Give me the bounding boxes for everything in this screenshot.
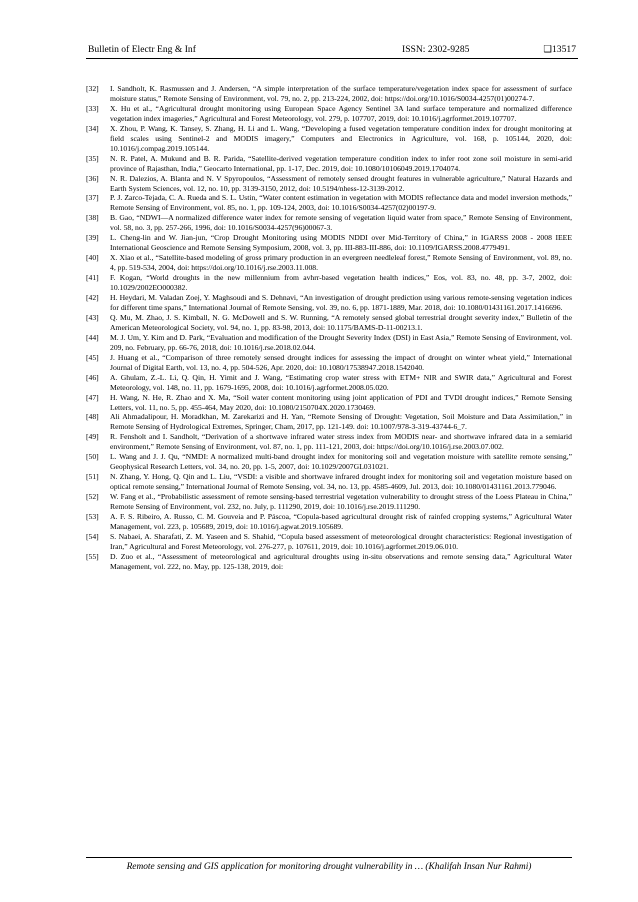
- reference-text: R. Fensholt and I. Sandholt, “Derivation of a shortwave infrared water stress index from MODIS near- and shortwave infrared data in a semiarid environment,” Remote Sensing of Environment, vol. 87, no. 1, pp. 111-121, 2003, doi: https://doi.org/10.1016/j.rse.2003.07.002.: [110, 432, 572, 452]
- reference-number: [37]: [86, 193, 99, 203]
- reference-text: Q. Mu, M. Zhao, J. S. Kimball, N. G. McDowell and S. W. Running, “A remotely sensed global terrestrial drought severity index,” Bulletin of the American Meteorological Society, vol. 94, no. 1, pp. 83-98, 2013, doi: 10.1175/BAMS-D-11-00213.1.: [110, 312, 572, 332]
- reference-number: [49]: [86, 432, 99, 442]
- reference-entry: [86, 124, 572, 154]
- reference-entry: [86, 213, 572, 233]
- journal-name: Bulletin of Electr Eng & Inf: [88, 44, 196, 55]
- reference-text: N. R. Dalezios, A. Blanta and N. V Spyropoulos, “Assessment of remotely sensed drought features in vulnerable agriculture,” Natural Hazards and Earth System Sciences, vol. 12, no. 10, pp. 3139-3150, 2012, doi: 10.5194/nhess-12-3139-2012.: [110, 173, 572, 193]
- running-footer: Remote sensing and GIS application for monitoring drought vulnerability in … (Khalifah Insan Nur Rahmi): [126, 862, 532, 872]
- reference-number: [36]: [86, 173, 99, 183]
- reference-text: L. Cheng-lin and W. Jian-jun, “Crop Drought Monitoring using MODIS NDDI over Mid-Territory of China,” in IGARSS 2008 - 2008 IEEE International Geoscience and Remote Sensing Symposium, 2008, vol. 3, pp. III-883-III-886, doi: 10.1109/IGARSS.2008.4779491.: [110, 233, 572, 253]
- reference-text: F. Kogan, “World droughts in the new millennium from avhrr-based vegetation health indices,” Eos, vol. 83, no. 48, pp. 3-7, 2002, doi: 10.1029/2002EO000382.: [110, 273, 572, 293]
- footer-rule: [86, 857, 572, 858]
- reference-list: [86, 84, 572, 572]
- reference-entry: [86, 532, 572, 552]
- reference-text: Ali Ahmadalipour, H. Moradkhan, M. Zarekarizi and H. Yan, “Remote Sensing of Drought: Vegetation, Soil Moisture and Data Assimilation,” in Remote Sensing of Hydrological Extremes, Springer, Cham, 2017, pp. 121-149. doi: 10.1007/978-3-319-43744-6_7.: [110, 412, 572, 432]
- reference-number: [52]: [86, 492, 99, 502]
- reference-text: W. Fang et al., “Probabilistic assessment of remote sensing-based terrestrial vegetation vulnerability to drought stress of the Loess Plateau in China,” Remote Sensing of Environment, vol. 232, no. July, p. 111290, 2019, doi: 10.1016/j.rse.2019.111290.: [110, 492, 572, 512]
- reference-text: X. Xiao et al., “Satellite-based modeling of gross primary production in an evergreen needleleaf forest,” Remote Sensing of Environment, vol. 89, no. 4, pp. 519-534, 2004, doi: https://doi.org/10.1016/j.rse.2003.11.008.: [110, 253, 572, 273]
- reference-number: [40]: [86, 253, 99, 263]
- reference-text: J. Huang et al., “Comparison of three remotely sensed drought indices for assessing the impact of drought on winter wheat yield,” International Journal of Digital Earth, vol. 13, no. 4, pp. 504-526, Apr. 2020, doi: 10.1080/17538947.2018.1542040.: [110, 352, 572, 372]
- reference-text: H. Heydari, M. Valadan Zoej, Y. Maghsoudi and S. Dehnavi, “An investigation of drought prediction using various remote-sensing vegetation indices for different time spans,” International Journal of Remote Sensing, vol. 39, no. 6, pp. 1871-1889, Mar. 2018, doi: 10.1080/01431161.2017.1416696.: [110, 293, 572, 312]
- reference-number: [33]: [86, 103, 99, 113]
- running-header: [86, 44, 578, 59]
- page-number: ❑13517: [543, 44, 576, 55]
- reference-number: [55]: [86, 551, 99, 561]
- reference-number: [53]: [86, 511, 99, 521]
- reference-entry: [86, 492, 572, 512]
- reference-number: [51]: [86, 472, 99, 482]
- reference-entry: [86, 84, 572, 104]
- reference-number: [39]: [86, 233, 99, 243]
- reference-number: [42]: [86, 293, 99, 303]
- reference-text: D. Zuo et al., “Assessment of meteorological and agricultural droughts using in-situ observations and remote sensing data,” Agricultural Water Management, vol. 222, no. May, pp. 125-138, 2019, doi:: [110, 551, 572, 571]
- reference-entry: [86, 552, 572, 572]
- reference-entry: [86, 373, 572, 393]
- issn: ISSN: 2302-9285: [402, 44, 470, 55]
- reference-entry: [86, 104, 572, 124]
- reference-entry: [86, 452, 572, 472]
- reference-text: I. Sandholt, K. Rasmussen and J. Andersen, “A simple interpretation of the surface temperature/vegetation index space for assessment of surface moisture status,” Remote Sensing of Environment, vol. 79, no. 2, pp. 213-224, 2002, doi: https://doi.org/10.1016/S0034-4257(01)00274-7.: [110, 84, 572, 103]
- reference-text: N. R. Patel, A. Mukund and B. R. Parida, “Satellite-derived vegetation temperature condition index to infer root zone soil moisture in semi-arid province of Rajasthan, India,” Geocarto International, pp. 1-17, Dec. 2019, doi: 10.1080/10106049.2019.1704074.: [110, 153, 572, 173]
- reference-text: M. J. Um, Y. Kim and D. Park, “Evaluation and modification of the Drought Severity Index (DSI) in East Asia,” Remote Sensing of Environment, vol. 209, no. February, pp. 66-76, 2018, doi: 10.1016/j.rse.2018.02.044.: [110, 332, 572, 352]
- reference-entry: [86, 353, 572, 373]
- reference-number: [34]: [86, 123, 99, 133]
- reference-entry: [86, 293, 572, 313]
- reference-number: [48]: [86, 412, 99, 422]
- reference-number: [35]: [86, 153, 99, 163]
- reference-number: [47]: [86, 392, 99, 402]
- reference-text: N. Zhang, Y. Hong, Q. Qin and L. Liu, “VSDI: a visible and shortwave infrared drought index for monitoring soil and vegetation moisture based on optical remote sensing,” International Journal of Remote Sensing, vol. 34, no. 13, pp. 4585-4609, Jul. 2013, doi: 10.1080/01431161.2013.779046.: [110, 472, 572, 492]
- reference-entry: [86, 193, 572, 213]
- reference-number: [54]: [86, 531, 99, 541]
- reference-entry: [86, 154, 572, 174]
- reference-number: [32]: [86, 84, 99, 93]
- reference-number: [46]: [86, 372, 99, 382]
- reference-number: [43]: [86, 312, 99, 322]
- reference-text: A. F. S. Ribeiro, A. Russo, C. M. Gouveia and P. Páscoa, “Copula-based agricultural drought risk of rainfed cropping systems,” Agricultural Water Management, vol. 223, p. 105689, 2019, doi: 10.1016/j.agwat.2019.105689.: [110, 511, 572, 531]
- reference-entry: [86, 432, 572, 452]
- reference-text: X. Zhou, P. Wang, K. Tansey, S. Zhang, H. Li and L. Wang, “Developing a fused vegetation temperature condition index for drought monitoring at field scales using Sentinel-2 and MODIS imagery,” Computers and Electronics in Agriculture, vol. 168, p. 105144, 2020, doi: 10.1016/j.compag.2019.105144.: [110, 123, 572, 153]
- reference-entry: [86, 333, 572, 353]
- reference-text: A. Ghulam, Z.-L. Li, Q. Qin, H. Yimit and J. Wang, “Estimating crop water stress with ETM+ NIR and SWIR data,” Agricultural and Forest Meteorology, vol. 148, no. 11, pp. 1679-1695, 2008, doi: 10.1016/j.agrformet.2008.05.020.: [110, 372, 572, 392]
- reference-number: [41]: [86, 273, 99, 283]
- reference-entry: [86, 313, 572, 333]
- reference-text: S. Nabaei, A. Sharafati, Z. M. Yaseen and S. Shahid, “Copula based assessment of meteorological drought characteristics: Regional investigation of Iran,” Agricultural and Forest Meteorology, vol. 276-277, p. 107611, 2019, doi: 10.1016/j.agrformet.2019.06.010.: [110, 531, 572, 551]
- reference-number: [50]: [86, 452, 99, 462]
- reference-text: L. Wang and J. J. Qu, “NMDI: A normalized multi-band drought index for monitoring soil and vegetation moisture with satellite remote sensing,” Geophysical Research Letters, vol. 34, no. 20, pp. 1-5, 2007, doi: 10.1029/2007GL031021.: [110, 452, 572, 472]
- reference-entry: [86, 233, 572, 253]
- reference-entry: [86, 253, 572, 273]
- reference-entry: [86, 393, 572, 413]
- reference-entry: [86, 472, 572, 492]
- reference-number: [38]: [86, 213, 99, 223]
- reference-number: [44]: [86, 332, 99, 342]
- reference-text: X. Hu et al., “Agricultural drought monitoring using European Space Agency Sentinel 3A land surface temperature and normalized difference vegetation index imageries,” Agricultural and Forest Meteorology, vol. 279, p. 107707, 2019, doi: 10.1016/j.agrformet.2019.107707.: [110, 103, 572, 123]
- reference-text: B. Gao, “NDWI—A normalized difference water index for remote sensing of vegetation liquid water from space,” Remote Sensing of Environment, vol. 58, no. 3, pp. 257-266, 1996, doi: 10.1016/S0034-4257(96)00067-3.: [110, 213, 572, 233]
- reference-entry: [86, 174, 572, 194]
- reference-text: H. Wang, N. He, R. Zhao and X. Ma, “Soil water content monitoring using joint application of PDI and TVDI drought indices,” Remote Sensing Letters, vol. 11, no. 5, pp. 455-464, May 2020, doi: 10.1080/2150704X.2020.1730469.: [110, 392, 572, 412]
- reference-number: [45]: [86, 352, 99, 362]
- reference-entry: [86, 412, 572, 432]
- reference-entry: [86, 273, 572, 293]
- reference-entry: [86, 512, 572, 532]
- reference-text: P. J. Zarco-Tejada, C. A. Rueda and S. L. Ustin, “Water content estimation in vegetation with MODIS reflectance data and model inversion methods,” Remote Sensing of Environment, vol. 85, no. 1, pp. 109-124, 2003, doi: 10.1016/S0034-4257(02)00197-9.: [110, 193, 572, 213]
